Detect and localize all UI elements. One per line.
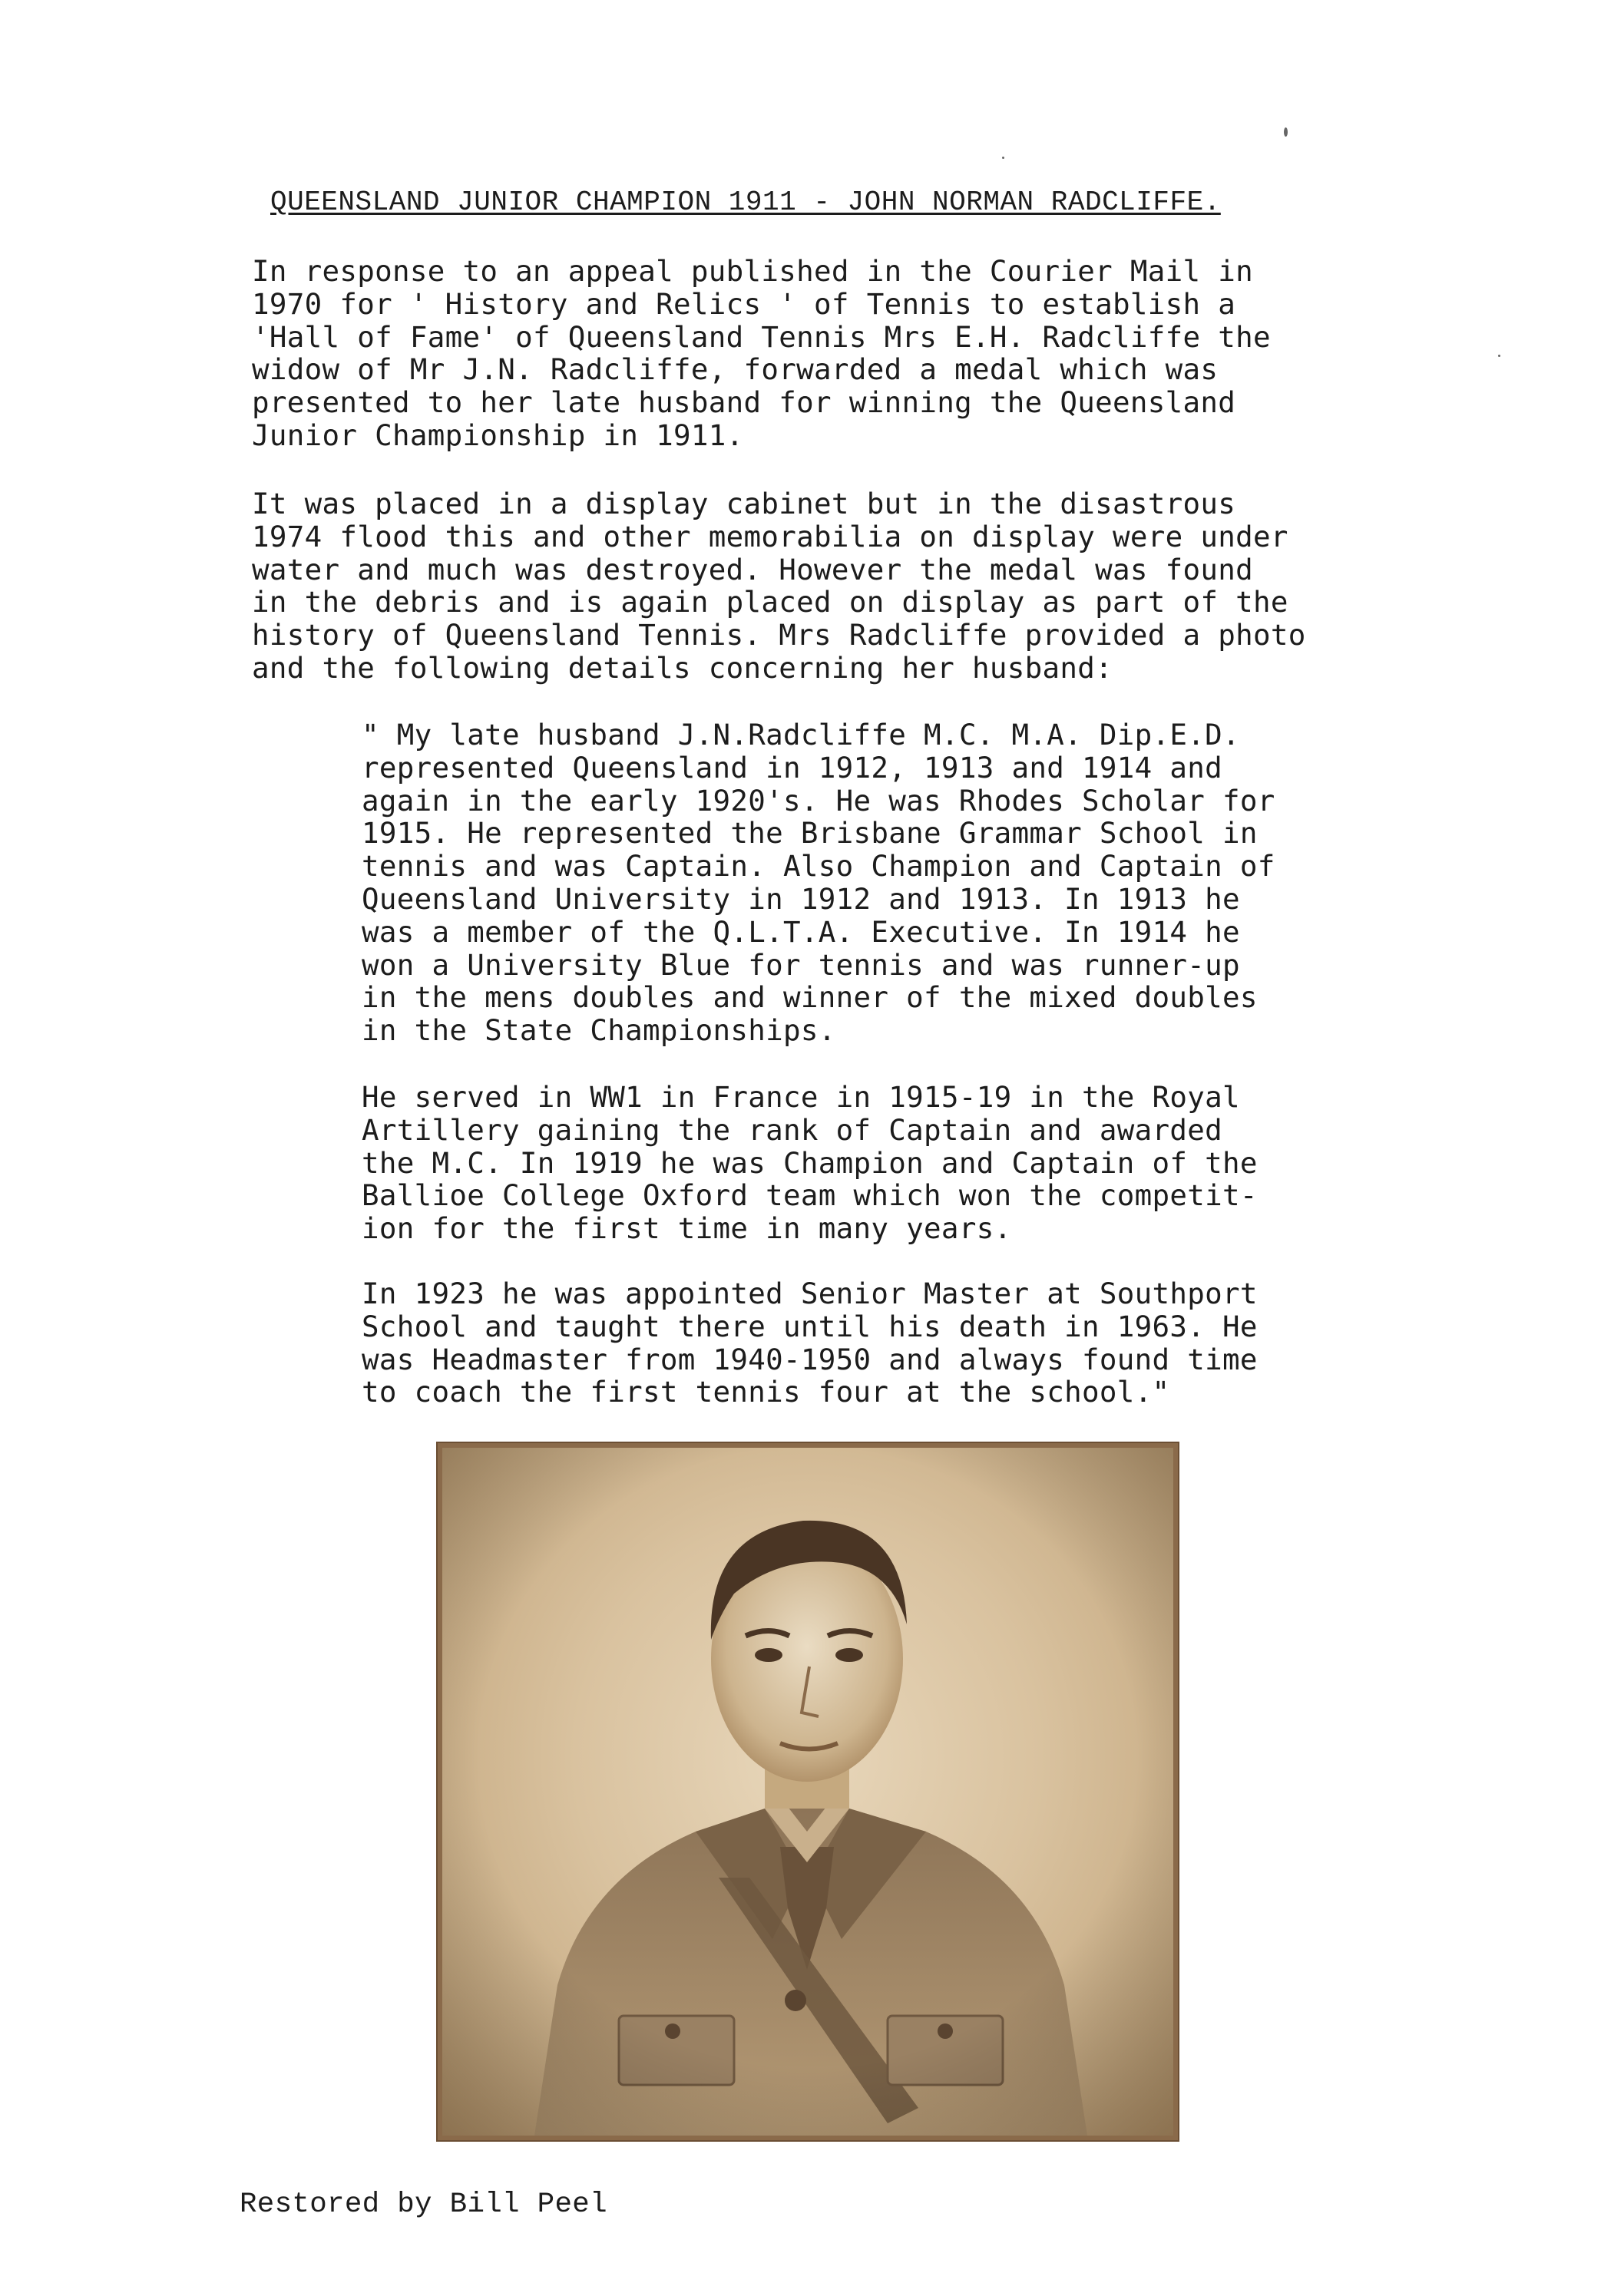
soldier-portrait-illustration: [442, 1448, 1173, 2136]
quote-southport-school: In 1923 he was appointed Senior Master at Southport School and taught there until his death in 1963. He was Headmaster from 1940-1950 and always found time to coach the first tennis four at the school.": [362, 1277, 1258, 1409]
portrait-image: [442, 1448, 1173, 2136]
scan-speck: [1284, 127, 1288, 137]
portrait-photo: [436, 1442, 1179, 2142]
scan-speck: [1498, 355, 1500, 357]
quote-war-service: He served in WW1 in France in 1915-19 in the Royal Artillery gaining the rank of Captain and awarded the M.C. In 1919 he was Champion and Captain of the Ballioe College Oxford team which won the competit- ion for the first time in many years.: [362, 1080, 1258, 1246]
scan-speck: [1002, 157, 1004, 159]
page-title: QUEENSLAND JUNIOR CHAMPION 1911 - JOHN NORMAN RADCLIFFE.: [270, 187, 1221, 218]
paragraph-appeal: In response to an appeal published in the Courier Mail in 1970 for ' History and Relics ' of Tennis to establish a 'Hall of Fame' of Queensland Tennis Mrs E.H. Radcliffe the widow of Mr J.N. Radcliffe, forwarded a medal which was presented to her late husband for winning the Queensland Junior Championship in 1911.: [252, 254, 1271, 452]
quote-tennis-record: " My late husband J.N.Radcliffe M.C. M.A. Dip.E.D. represented Queensland in 1912, 1913 and 1914 and again in the early 1920's. He was Rhodes Scholar for 1915. He represented the Brisbane Grammar School in tennis and was Captain. Also Champion and Captain of Queensland University in 1912 and 1913. In 1913 he was a member of the Q.L.T.A. Executive. In 1914 he won a University Blue for tennis and was runner-up in the mens doubles and winner of the mixed doubles in the State Championships.: [362, 718, 1275, 1048]
restoration-credit: Restored by Bill Peel: [240, 2189, 607, 2221]
paragraph-flood: It was placed in a display cabinet but in the disastrous 1974 flood this and other memorabilia on display were under water and much was destroyed. However the medal was found in the debris and is again placed on display as part of the history of Queensland Tennis. Mrs Radcliffe provided a photo and the following details concerning her husband:: [252, 487, 1306, 685]
